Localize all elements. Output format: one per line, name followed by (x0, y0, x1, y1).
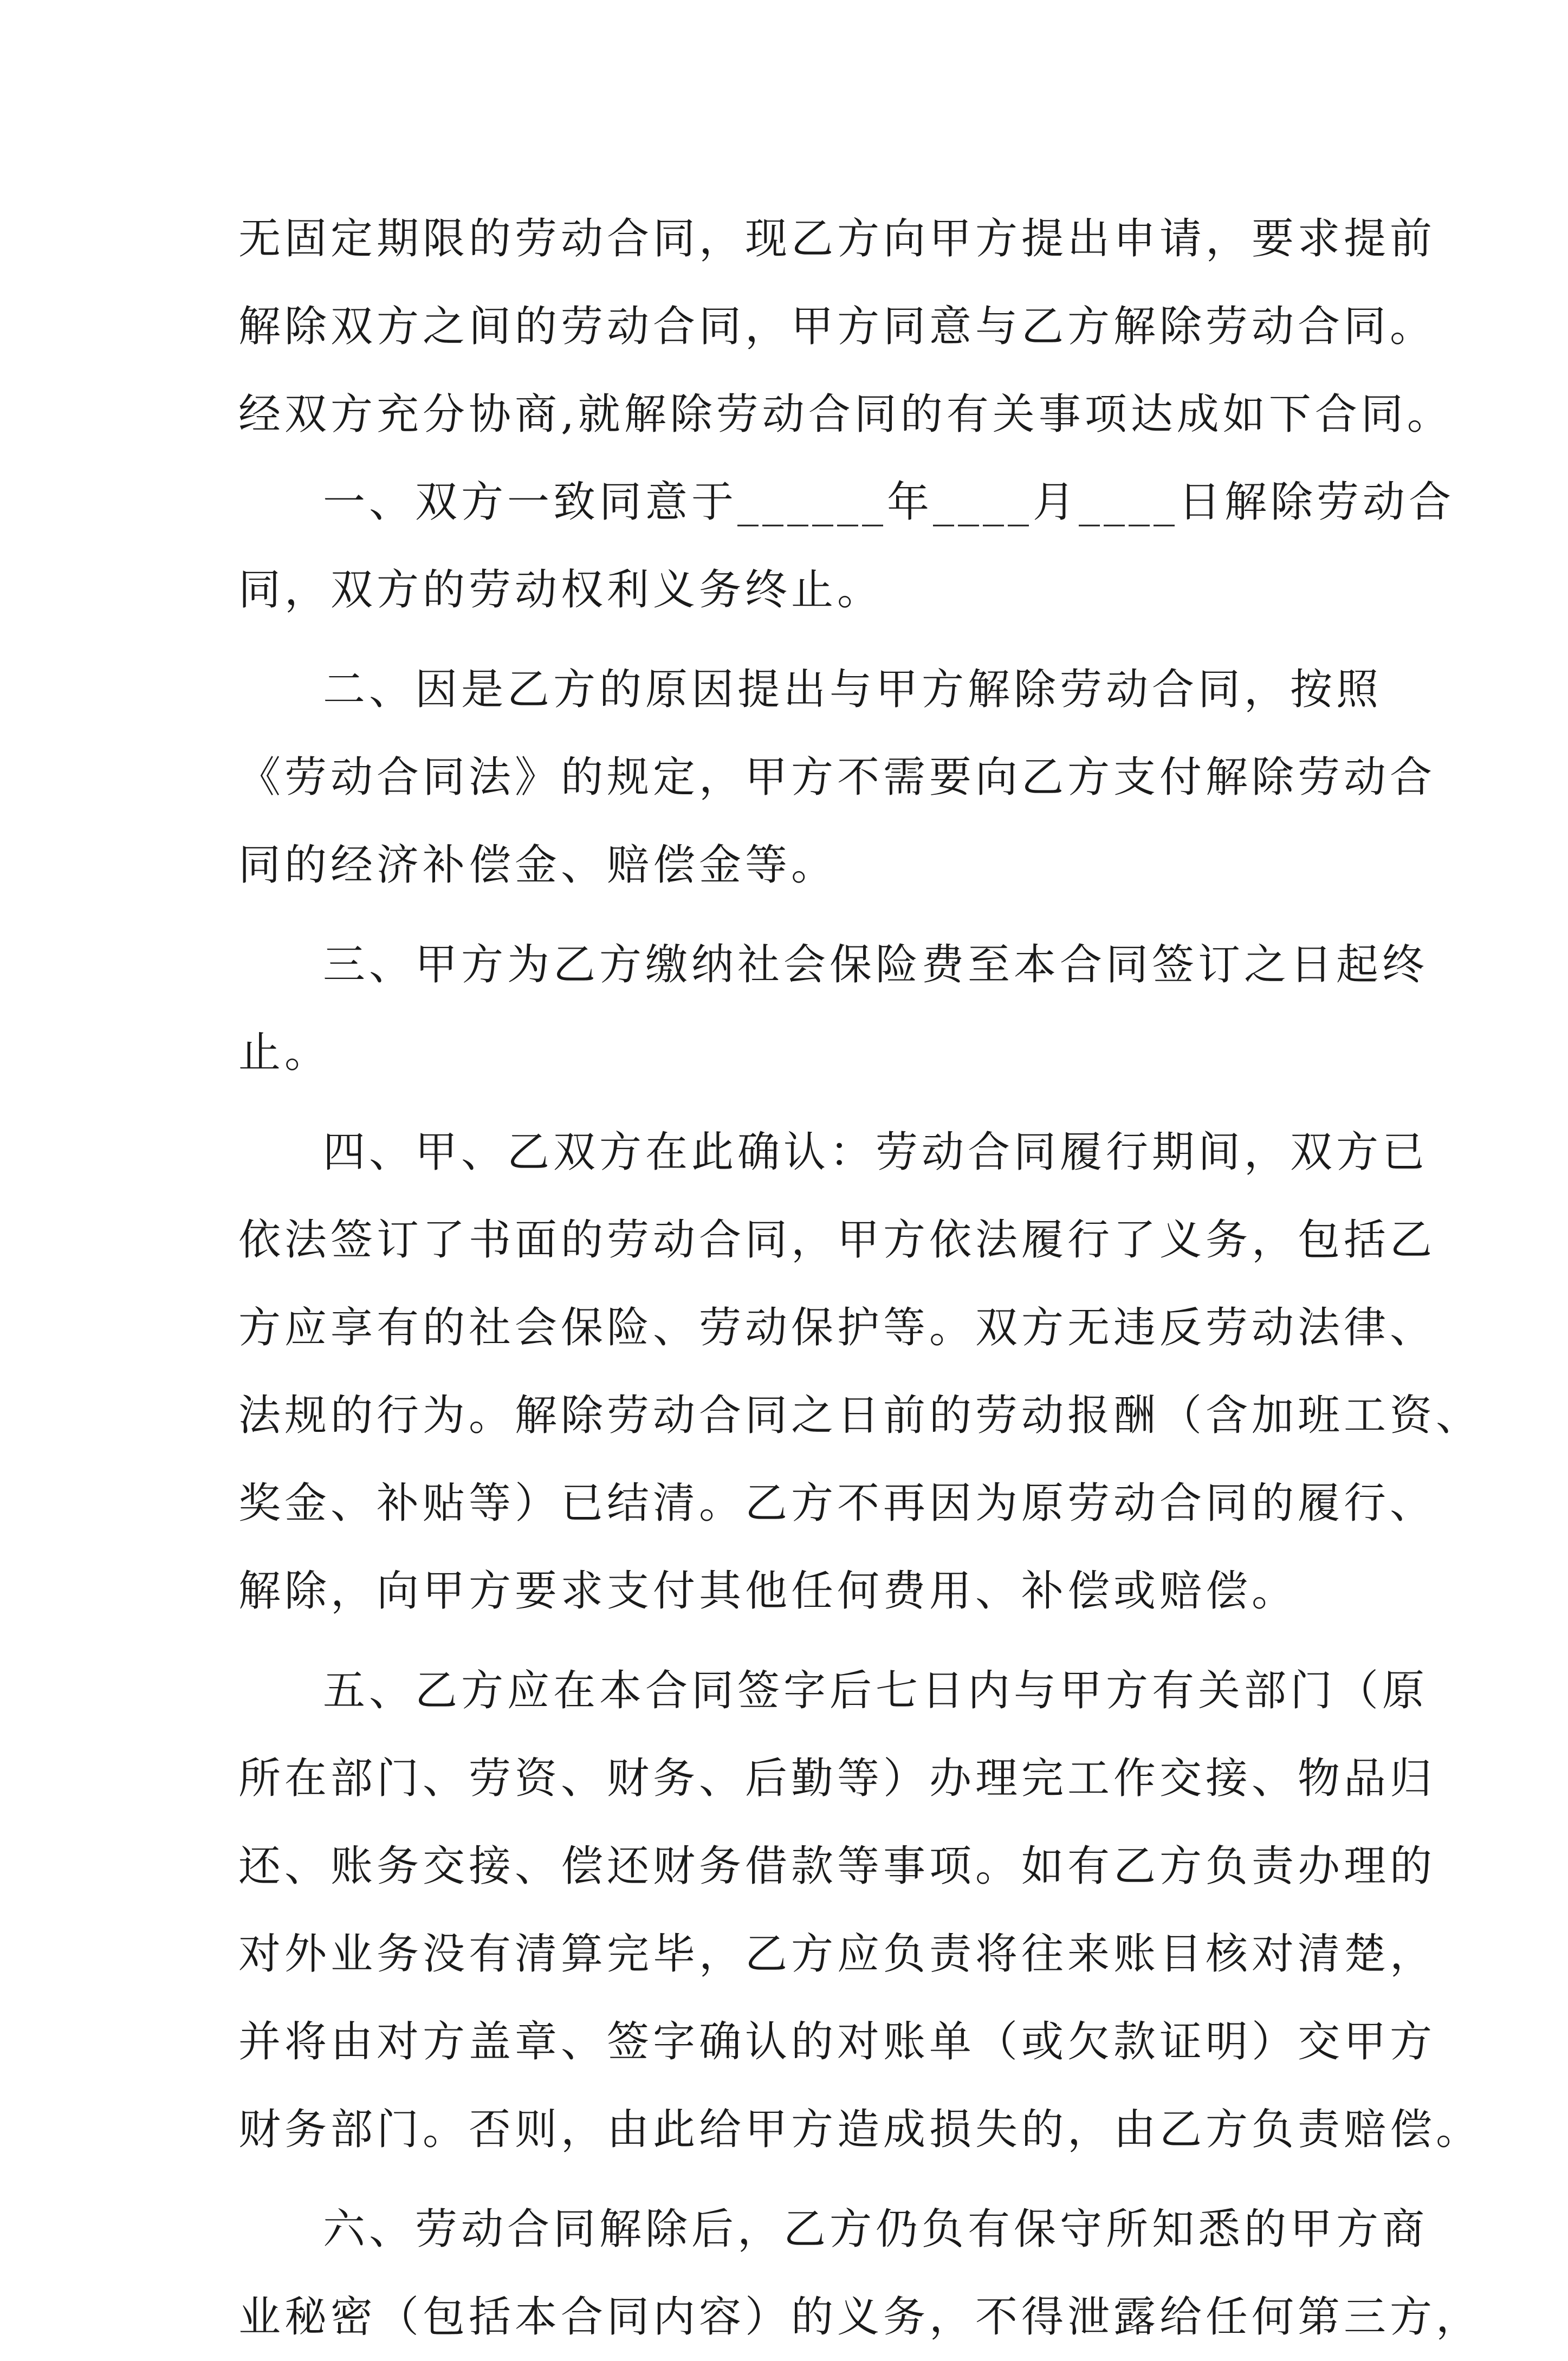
text-line: 经双方充分协商,就解除劳动合同的有关事项达成如下合同。 (238, 390, 1453, 439)
text-line: 止。 (238, 1028, 331, 1077)
text-line: 对外业务没有清算完毕，乙方应负责将往来账目核对清楚， (238, 1930, 1436, 1979)
text-line: 方应享有的社会保险、劳动保护等。双方无违反劳动法律、 (238, 1303, 1436, 1352)
text-line: 业秘密（包括本合同内容）的义务，不得泄露给任何第三方， (238, 2293, 1482, 2341)
text-line: 所在部门、劳资、财务、后勤等）办理完工作交接、物品归 (238, 1754, 1436, 1803)
text-line: 《劳动合同法》的规定，甲方不需要向乙方支付解除劳动合 (238, 753, 1436, 802)
clause-5-line: 五、乙方应在本合同签字后七日内与甲方有关部门（原 (323, 1666, 1429, 1715)
contract-text (238, 195, 1482, 2361)
clause-2-line: 二、因是乙方的原因提出与甲方解除劳动合同，按照 (323, 665, 1383, 714)
text-line: 解除，向甲方要求支付其他任何费用、补偿或赔偿。 (238, 1567, 1298, 1616)
clause-1-line: 一、双方一致同意于______年____月____日解除劳动合 (323, 478, 1455, 527)
text-line: 并将由对方盖章、签字确认的对账单（或欠款证明）交甲方 (238, 2018, 1436, 2066)
text-line: 法规的行为。解除劳动合同之日前的劳动报酬（含加班工资、 (238, 1391, 1482, 1440)
text-line: 奖金、补贴等）已结清。乙方不再因为原劳动合同的履行、 (238, 1479, 1436, 1528)
text-line: 解除双方之间的劳动合同，甲方同意与乙方解除劳动合同。 (238, 302, 1436, 351)
text-line: 无固定期限的劳动合同，现乙方向甲方提出申请，要求提前 (238, 215, 1436, 263)
clause-6-line: 六、劳动合同解除后，乙方仍负有保守所知悉的甲方商 (323, 2205, 1429, 2254)
text-line: 还、账务交接、偿还财务借款等事项。如有乙方负责办理的 (238, 1842, 1436, 1891)
text-line: 同的经济补偿金、赔偿金等。 (238, 841, 838, 890)
text-line: 同，双方的劳动权利义务终止。 (238, 566, 884, 614)
clause-3-line: 三、甲方为乙方缴纳社会保险费至本合同签订之日起终 (323, 940, 1429, 989)
text-line: 财务部门。否则，由此给甲方造成损失的，由乙方负责赔偿。 (238, 2105, 1482, 2154)
text-line: 依法签订了书面的劳动合同，甲方依法履行了义务，包括乙 (238, 1216, 1436, 1264)
clause-4-line: 四、甲、乙双方在此确认：劳动合同履行期间，双方已 (323, 1128, 1429, 1177)
